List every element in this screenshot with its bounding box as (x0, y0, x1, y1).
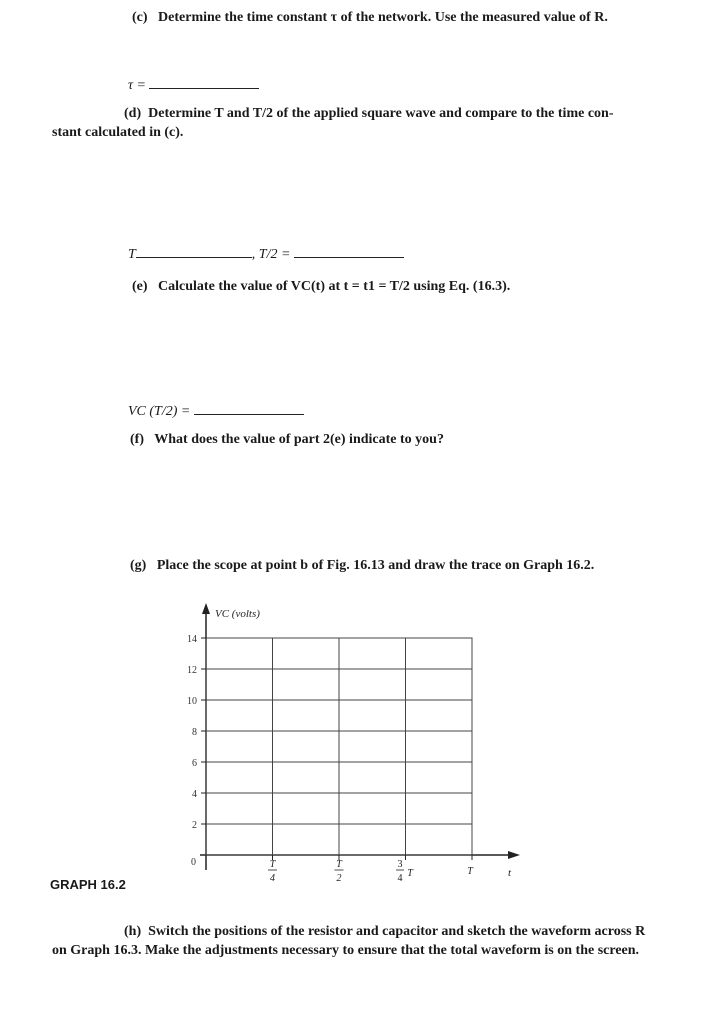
part-f-label: (f) (130, 432, 144, 447)
part-d-text-line1: Determine T and T/2 of the applied square wave and compare to the time con- (148, 106, 614, 121)
part-h-label: (h) (124, 924, 142, 939)
x-axis-arrow-icon (508, 851, 520, 859)
part-e-label: (e) (132, 279, 148, 294)
part-d-text-line2: stant calculated in (c). (52, 125, 184, 140)
part-h-text: Switch the positions of the resistor and capacitor and sketch the waveform across R on Graph 16.3. Make the adjustments necessary to ensure that the total waveform is on the screen. (52, 924, 646, 958)
x-axis-label: t (508, 867, 512, 879)
x-tick-t-three-quarter-den: 4 (397, 873, 403, 884)
x-tick-t-three-quarter (396, 859, 414, 884)
y-tick-8: 8 (192, 727, 197, 738)
x-tick-t-full: T (467, 866, 473, 877)
y-tick-0: 0 (191, 857, 196, 868)
y-tick-2: 2 (192, 820, 197, 831)
x-tick-t-three-quarter-num: 3 (397, 859, 403, 870)
part-g-text: Place the scope at point b of Fig. 16.13 and draw the trace on Graph 16.2. (156, 558, 595, 573)
y-tick-14: 14 (187, 634, 197, 645)
part-c-text: Determine the time constant τ of the network. Use the measured value of R. (158, 10, 608, 25)
x-tick-t-half (335, 859, 344, 884)
part-f-text: What does the value of part 2(e) indicate to you? (154, 432, 444, 447)
x-tick-t-three-quarter-suffix: T (407, 868, 413, 879)
y-tick-4: 4 (192, 789, 197, 800)
graph-label: GRAPH 16.2 (50, 877, 126, 892)
x-tick-t-quarter-num: T (269, 859, 276, 870)
part-h-question (52, 922, 652, 960)
part-d-label: (d) (124, 106, 142, 121)
x-tick-t-quarter-den: 4 (270, 873, 275, 884)
x-tick-t-half-den: 2 (336, 873, 342, 884)
part-g-label: (g) (130, 558, 147, 573)
y-axis-arrow-icon (202, 603, 210, 614)
grid (206, 638, 472, 855)
tau-label: τ = (128, 78, 146, 93)
period-label: T (128, 247, 136, 262)
part-c-label: (c) (132, 10, 148, 25)
half-period-label: , T/2 = (251, 247, 291, 262)
vc-half-period-label: VC (T/2) = (128, 404, 191, 419)
y-tick-10: 10 (187, 696, 197, 707)
y-axis-label: VC (volts) (215, 608, 260, 620)
y-tick-12: 12 (187, 665, 197, 676)
x-tick-t-half-num: T (336, 859, 342, 870)
x-tick-t-quarter (268, 859, 277, 884)
y-tick-6: 6 (192, 758, 197, 769)
part-e-text: Calculate the value of VC(t) at t = t1 = T/2 using Eq. (16.3). (158, 279, 511, 294)
